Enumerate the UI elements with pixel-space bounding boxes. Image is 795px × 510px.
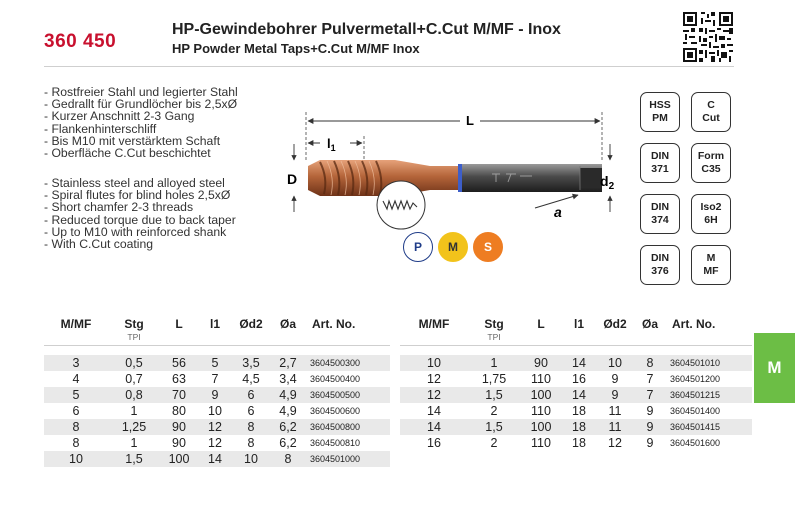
qr-code-icon [683,12,733,62]
table-row [400,403,752,419]
cell-mmf: 14 [427,404,441,418]
table-spacer [44,345,390,355]
feature-item: - Oberfläche C.Cut beschichtet [44,147,238,159]
col-header-d2: Ød2 [603,317,627,331]
dimension-l1-label: l [327,136,331,151]
cell-l1: 10 [208,404,222,418]
table-body-left [44,345,390,467]
cell-a: 8 [270,451,306,467]
badge-line: C [707,99,715,111]
cell-mmf: 12 [427,372,441,386]
col-header-a: Øa [279,317,296,331]
cell-a: 4,9 [279,404,297,418]
cell-stg: 2 [490,436,498,450]
cell-l1: 9 [198,387,232,403]
feature-item: - Gedrallt für Grundlöcher bis 2,5xØ [44,98,238,110]
cell-L: 100 [520,419,562,435]
badge-line: Form [697,150,725,162]
badge-line: DIN [650,252,670,264]
cell-a: 7 [646,372,654,386]
cell-mmf: 12 [400,387,468,403]
dimension-L-label: L [466,113,474,128]
col-header-a: Øa [641,317,658,331]
cell-mmf: 16 [427,436,441,450]
badge-din-371 [640,143,680,183]
cell-artno: 3604500300 [306,355,390,371]
cell-d2: 8 [232,419,270,435]
table-header-row [44,311,390,345]
cell-L: 90 [160,419,198,435]
cell-mmf: 6 [72,404,80,418]
badge-hss-pm [640,92,680,132]
badge-line: DIN [650,150,670,162]
cell-L: 63 [172,372,186,386]
cell-d2: 9 [611,372,619,386]
dimension-d2-label: d [600,173,609,189]
col-header-mmf: M/MF [418,317,450,331]
cell-L: 56 [160,355,198,371]
cell-mmf: 10 [400,355,468,371]
badge-iso2-6h [691,194,731,234]
table-row [44,451,390,467]
cell-L: 110 [531,404,551,418]
cell-d2: 10 [232,451,270,467]
dimension-D-label: D [287,171,298,187]
table-row [44,355,390,371]
dimension-l1-subscript: 1 [330,143,336,153]
badge-form-c35 [691,143,731,183]
cell-a: 9 [634,419,666,435]
table-row [400,419,752,435]
cell-d2: 6 [232,387,270,403]
table-header-row [400,311,752,345]
table-row [400,355,752,371]
cell-artno: 3604501200 [670,374,721,384]
cell-stg: 1 [130,436,138,450]
col-header-tpi: TPI [487,332,501,342]
cell-stg: 2 [490,404,498,418]
cell-l1: 16 [572,372,586,386]
col-header-mmf: M/MF [60,317,92,331]
material-s-badge: S [473,232,503,262]
table-row [44,419,390,435]
cell-L: 90 [520,355,562,371]
table-row [400,387,752,403]
cell-l1: 14 [198,451,232,467]
cell-artno: 3604501600 [670,438,721,448]
material-group-tab[interactable]: M [754,333,795,403]
cell-d2: 6 [247,404,255,418]
cell-d2: 8 [247,436,255,450]
cell-a: 8 [634,355,666,371]
cell-artno: 3604500400 [310,374,361,384]
cell-l1: 12 [198,419,232,435]
cell-l1: 12 [208,436,222,450]
cell-stg: 1,5 [468,419,520,435]
material-p-badge: P [403,232,433,262]
badge-line: Iso2 [700,201,722,213]
col-header-tpi: TPI [127,332,141,342]
badge-line: HSS [649,99,671,111]
feature-item: - Kurzer Anschnitt 2-3 Gang [44,110,238,122]
cell-l1: 14 [562,387,596,403]
title-english: HP Powder Metal Taps+C.Cut M/MF Inox [172,41,420,56]
cell-stg: 0,8 [108,387,160,403]
title-german: HP-Gewindebohrer Pulvermetall+C.Cut M/MF - Inox [172,21,561,38]
feature-item: - With C.Cut coating [44,238,236,250]
badge-c-cut [691,92,731,132]
badge-din-374 [640,194,680,234]
cell-l1: 7 [211,372,219,386]
cell-a: 2,7 [270,355,306,371]
col-header-stg-label: Stg [484,317,504,331]
svg-text:d2 [600,173,615,192]
cell-a: 9 [646,404,654,418]
cell-L: 90 [172,436,186,450]
cell-stg: 1 [468,355,520,371]
badge-line: Cut [702,112,720,124]
header-divider [44,66,734,67]
col-header-L: L [175,317,183,331]
cell-L: 70 [160,387,198,403]
badge-din-376 [640,245,680,285]
table-row [400,435,752,451]
badge-line: 376 [651,265,669,277]
cell-d2: 3,5 [232,355,270,371]
cell-L: 110 [531,372,551,386]
cell-stg: 0,7 [125,372,143,386]
feature-item: - Reduced torque due to back taper [44,214,236,226]
cell-mmf: 8 [44,419,108,435]
badge-line: 374 [651,214,669,226]
cell-artno: 3604501400 [670,406,721,416]
badge-line: 371 [651,163,669,175]
cell-mmf: 3 [44,355,108,371]
cell-L: 110 [531,436,551,450]
cell-a: 6,2 [270,419,306,435]
table-row [44,371,390,387]
svg-text:l1 [327,136,336,153]
cell-d2: 4,5 [242,372,260,386]
badge-line: 6H [704,214,718,226]
material-m-badge: M [438,232,468,262]
cell-artno: 3604501215 [666,387,752,403]
table-row [400,371,752,387]
cell-L: 100 [160,451,198,467]
cell-artno: 3604500810 [310,438,361,448]
cell-stg: 1,5 [108,451,160,467]
cell-L: 80 [172,404,186,418]
table-spacer [400,345,752,355]
col-header-l1: l1 [573,317,584,331]
cell-l1: 18 [572,404,586,418]
badge-line: PM [652,112,668,124]
cell-mmf: 8 [72,436,80,450]
dimension-d2-subscript: 2 [608,181,615,192]
article-number: 360 450 [44,31,117,52]
cell-artno: 3604500800 [306,419,390,435]
col-header-stg [468,311,520,345]
col-header-stg [108,311,160,345]
size-table-left [44,311,390,467]
cell-artno: 3604501415 [666,419,752,435]
cell-l1: 14 [562,355,596,371]
cell-stg: 1 [130,404,138,418]
cell-stg: 0,5 [108,355,160,371]
feature-item: - Short chamfer 2-3 threads [44,201,236,213]
feature-list-german [44,86,238,159]
feature-item: - Rostfreier Stahl und legierter Stahl [44,86,238,98]
cell-artno: 3604501000 [306,451,390,467]
feature-item: - Up to M10 with reinforced shank [44,226,236,238]
table-row [44,435,390,451]
col-header-d2: Ød2 [239,317,263,331]
cell-d2: 12 [608,436,622,450]
cell-mmf: 5 [44,387,108,403]
cell-stg: 1,5 [468,387,520,403]
col-header-L: L [537,317,545,331]
badge-line: MF [703,265,719,277]
dimension-a-label: a [554,204,562,220]
badge-line: M [706,252,716,264]
feature-item: - Spiral flutes for blind holes 2,5xØ [44,189,236,201]
table-row [44,387,390,403]
cell-l1: 18 [562,419,596,435]
cell-mmf: 14 [400,419,468,435]
cell-stg: 1,75 [481,372,507,386]
table-body-right [400,345,752,451]
cell-a: 6,2 [279,436,297,450]
cell-mmf: 4 [72,372,80,386]
badge-m-mf [691,245,731,285]
col-header-artno: Art. No. [672,317,716,331]
col-header-stg-label: Stg [124,317,144,331]
table-row [44,403,390,419]
col-header-l1: l1 [209,317,220,331]
cell-l1: 5 [198,355,232,371]
cell-a: 7 [634,387,666,403]
col-header-artno: Art. No. [312,317,356,331]
feature-item: - Bis M10 mit verstärktem Schaft [44,135,238,147]
cell-a: 4,9 [270,387,306,403]
cell-d2: 9 [596,387,634,403]
feature-item: - Flankenhinterschliff [44,123,238,135]
cell-artno: 3604500500 [306,387,390,403]
badge-line: DIN [650,201,670,213]
cell-l1: 18 [572,436,586,450]
cell-artno: 3604501010 [666,355,752,371]
cell-L: 100 [520,387,562,403]
size-table-right [400,311,752,451]
cell-d2: 11 [596,419,634,435]
feature-list-english [44,177,236,250]
cell-d2: 11 [608,404,622,418]
cell-a: 3,4 [279,372,297,386]
badge-line: C35 [701,163,721,175]
cell-artno: 3604500600 [310,406,361,416]
cell-a: 9 [646,436,654,450]
cell-d2: 10 [596,355,634,371]
feature-item: - Stainless steel and alloyed steel [44,177,236,189]
cell-stg: 1,25 [108,419,160,435]
cell-mmf: 10 [44,451,108,467]
